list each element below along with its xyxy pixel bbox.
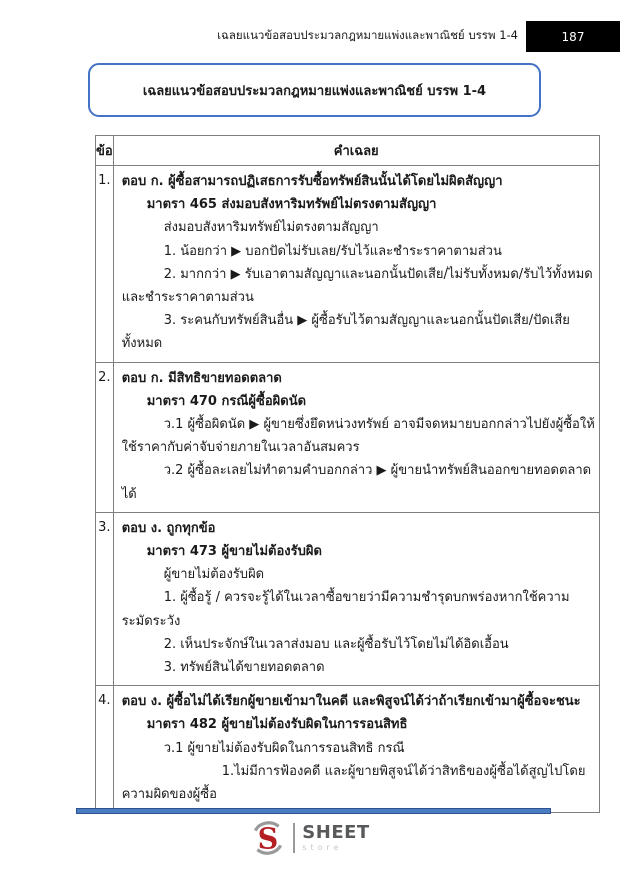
answer-line: 1. ผู้ซื้อรู้ / ควรจะรู้ได้ในเวลาซื้อขายว่ามีความชำรุดบกพร่องหากใช้ความ — [163, 590, 570, 606]
column-header-no: ข้อ — [96, 136, 114, 166]
row-number-cell: 1. — [96, 166, 114, 363]
answer-line: ผู้ขายไม่ต้องรับผิด — [163, 567, 265, 583]
answer-line: มาตรา 473 ผู้ขายไม่ต้องรับผิด — [146, 544, 322, 560]
answer-table-header — [96, 136, 600, 166]
answer-line: 1.ไม่มีการฟ้องคดี และผู้ขายพิสูจน์ได้ว่าสิทธิของผู้ซื้อได้สูญไปโดย — [221, 763, 586, 779]
answer-line: ตอบ ก. มีสิทธิขายทอดตลาด — [121, 370, 282, 386]
logo-subtitle: store — [302, 843, 343, 852]
answer-line: ตอบ ก. ผู้ซื้อสามารถปฏิเสธการรับซื้อทรัพย์สินนั้นได้โดยไม่ผิดสัญญา — [121, 174, 503, 189]
running-head: เฉลยแนวข้อสอบประมวลกฎหมายแพ่งและพาณิชย์ บรรพ 1-4 — [217, 28, 518, 42]
answer-line: ว.1 ผู้ซื้อผิดนัด ▶ ผู้ขายซึ่งยึดหน่วงทรัพย์ อาจมีจดหมายบอกกล่าวไปยังผู้ซื้อให้ — [163, 417, 595, 433]
answer-line: ใช้ราคากับค่าจับจ่ายภายในเวลาอันสมควร — [121, 440, 360, 456]
logo-s-letter: S — [257, 821, 279, 856]
answer-line: ทั้งหมด — [121, 336, 163, 352]
column-header-answer: คำเฉลย — [113, 136, 599, 166]
answer-line: ระมัดระวัง — [121, 613, 181, 629]
answer-line: 2. เห็นประจักษ์ในเวลาส่งมอบ และผู้ซื้อรับไว้โดยไม่ได้อิดเอื้อน — [163, 636, 509, 652]
footer-divider — [76, 808, 551, 814]
table-row — [96, 686, 600, 813]
answer-cell — [113, 166, 599, 363]
page-title: เฉลยแนวข้อสอบประมวลกฎหมายแพ่งและพาณิชย์ บรรพ 1-4 — [142, 83, 487, 99]
row-number-cell: 4. — [96, 686, 114, 813]
answer-line: ความผิดของผู้ซื้อ — [121, 787, 217, 803]
page-number: 187 — [561, 29, 585, 44]
logo-text — [302, 824, 369, 852]
table-row — [96, 362, 600, 512]
sheet-store-logo — [0, 820, 620, 856]
answer-cell — [113, 686, 599, 813]
table-row — [96, 166, 600, 363]
answer-line: 3. ทรัพย์สินได้ขายทอดตลาด — [163, 660, 325, 676]
table-row — [96, 512, 600, 685]
title-box — [88, 63, 541, 117]
answer-line: มาตรา 482 ผู้ขายไม่ต้องรับผิดในการรอนสิทธิ — [146, 717, 408, 733]
answer-table-body — [96, 166, 600, 813]
answer-line: มาตรา 470 กรณีผู้ซื้อผิดนัด — [146, 393, 307, 409]
answer-cell — [113, 512, 599, 685]
answer-line: มาตรา 465 ส่งมอบสังหาริมทรัพย์ไม่ตรงตามสัญญา — [146, 197, 437, 213]
answer-table — [95, 135, 600, 813]
page-number-box — [526, 21, 620, 52]
answer-line: ว.2 ผู้ซื้อละเลยไม่ทำตามคำบอกกล่าว ▶ ผู้ขายนำทรัพย์สินออกขายทอดตลาด — [163, 463, 592, 479]
answer-line: 1. น้อยกว่า ▶ บอกปัดไม่รับเลย/รับไว้และชำระราคาตามส่วน — [163, 243, 502, 259]
answer-line: ได้ — [121, 486, 137, 502]
answer-cell — [113, 362, 599, 512]
logo-name: SHEET — [302, 822, 370, 843]
answer-line: 2. มากกว่า ▶ รับเอาตามสัญญาและนอกนั้นปัดเสีย/ไม่รับทั้งหมด/รับไว้ทั้งหมด — [163, 266, 593, 282]
answer-line: 3. ระคนกับทรัพย์สินอื่น ▶ ผู้ซื้อรับไว้ตามสัญญาและนอกนั้นปัดเสีย/ปัดเสีย — [163, 313, 570, 329]
logo-divider — [293, 823, 295, 853]
answer-line: ตอบ ง. ผู้ซื้อไม่ได้เรียกผู้ขายเข้ามาในคดี และพิสูจน์ได้ว่าถ้าเรียกเข้ามาผู้ซื้อจะชนะ — [121, 694, 581, 710]
answer-line: ว.1 ผู้ขายไม่ต้องรับผิดในการรอนสิทธิ กรณี — [163, 740, 405, 756]
answer-line: ตอบ ง. ถูกทุกข้อ — [121, 520, 216, 536]
answer-line: ส่งมอบสังหาริมทรัพย์ไม่ตรงตามสัญญา — [163, 220, 379, 236]
logo-s-icon — [250, 820, 286, 856]
row-number-cell: 3. — [96, 512, 114, 685]
answer-line: และชำระราคาตามส่วน — [121, 290, 254, 306]
row-number-cell: 2. — [96, 362, 114, 512]
